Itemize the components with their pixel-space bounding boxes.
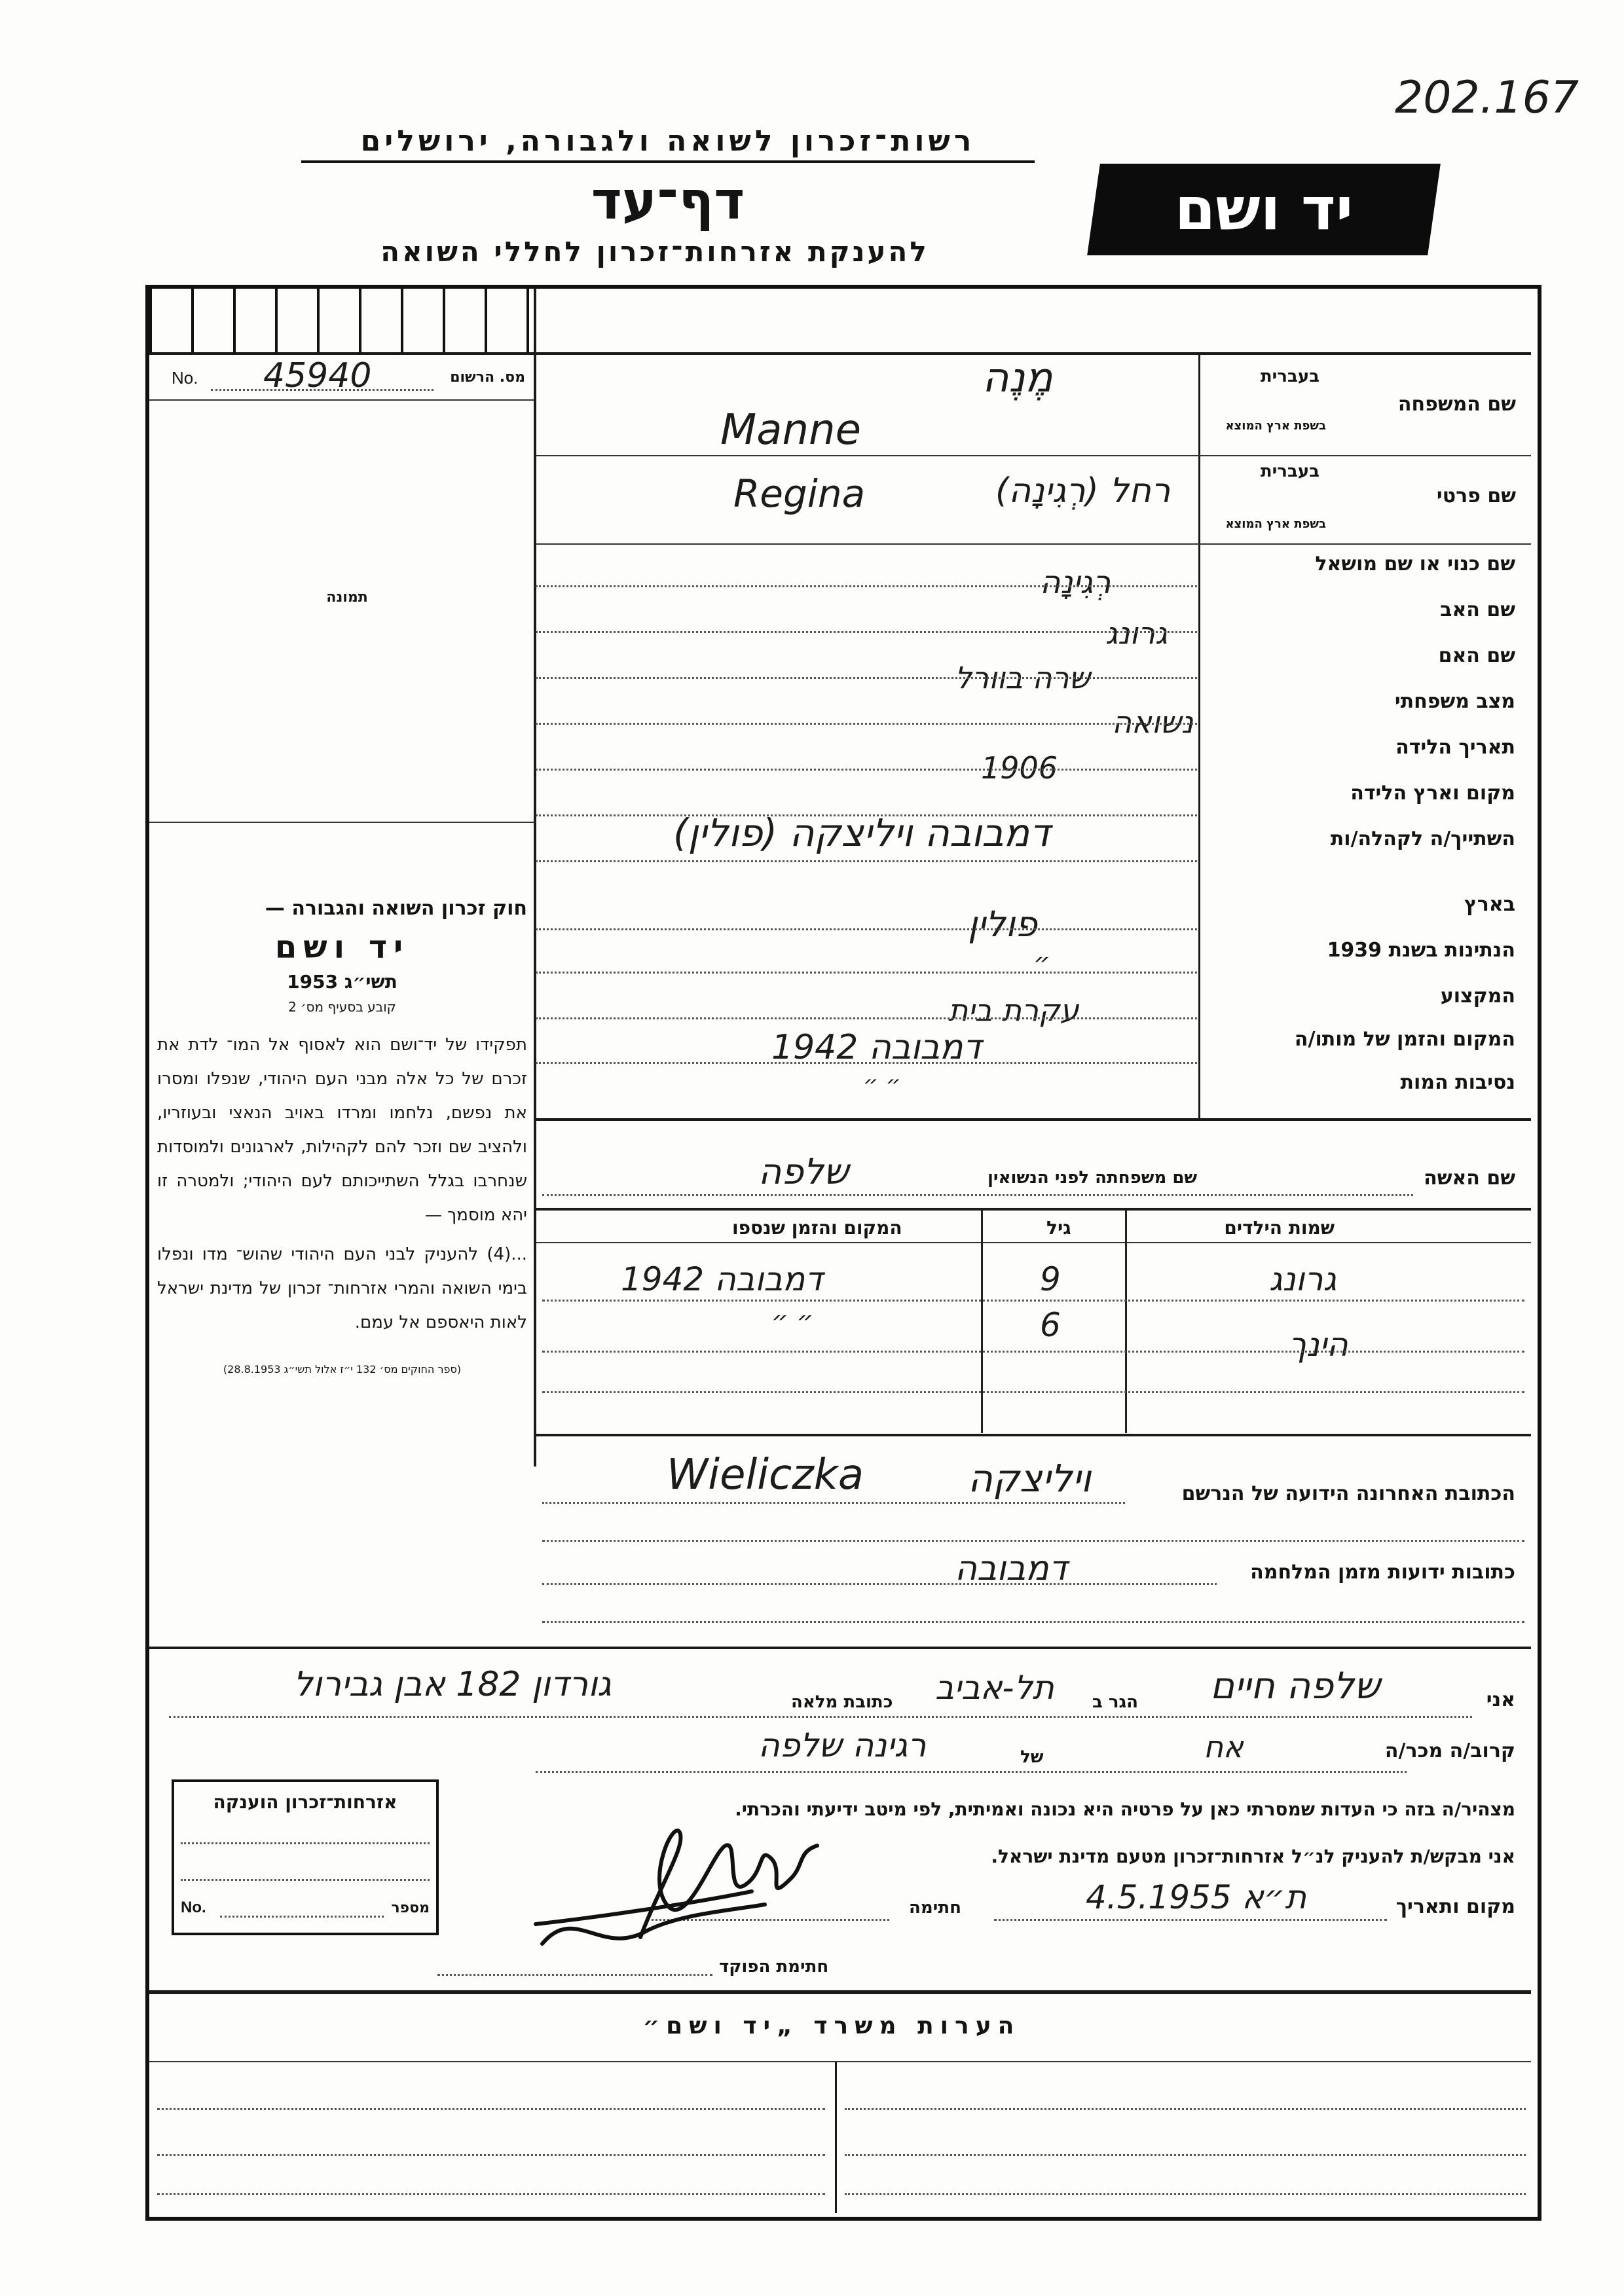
declarant-signature	[516, 1806, 883, 1977]
citizenship-granted-title: אזרחות־זכרון הוענקה	[213, 1791, 397, 1813]
last-address-hebrew: ויליצקה	[968, 1456, 1092, 1501]
family-name-label: שם המשפחה	[1397, 393, 1516, 416]
community-value: דמבובה ויליצקה (פולין)	[673, 811, 1050, 855]
death-circumstances-label: נסיבות המות	[1400, 1071, 1515, 1094]
form-title: דף־עד	[591, 170, 745, 231]
address-section	[536, 1436, 1531, 1633]
last-address-label: הכתובת האחרונה הידועה של הנרשם	[1181, 1482, 1515, 1505]
official-signature-label: חתימת הפוקד	[719, 1957, 829, 1977]
registration-number: 45940	[263, 356, 372, 395]
marital-status-label: מצב משפחתי	[1394, 690, 1515, 713]
child-2-place-time: ״ ״	[771, 1306, 814, 1336]
profession-value: עקרת בית	[948, 993, 1079, 1028]
remarks-title: הערות משרד „יד ושם״	[642, 2013, 1021, 2039]
relation-value: אח	[1204, 1729, 1244, 1764]
law-name: יד ושם	[274, 929, 410, 966]
yad-vashem-logo	[1087, 164, 1441, 255]
country-label: בארץ	[1464, 893, 1515, 916]
logo-text: יד ושם	[1174, 175, 1354, 244]
family-name-hebrew-sub: בעברית	[1260, 367, 1320, 386]
death-circumstances-value: ״ ״	[863, 1071, 901, 1098]
declaration-text: מצהיר/ה בזה כי העדות שמסרתי כאן על פרטיה היא נכונה ואמיתית, לפי מיטב ידיעתי והכרתי.	[735, 1798, 1515, 1820]
cert-no-hebrew-label: מספר	[391, 1900, 430, 1916]
citizenship-1939-label: הנתינות בשנת 1939	[1327, 939, 1515, 962]
birth-place-label: מקום וארץ הלידה	[1350, 782, 1515, 805]
declarant-name: שלפה חיים	[1210, 1665, 1380, 1707]
remarks-line	[157, 2193, 825, 2195]
relation-of-value: רגינה שלפה	[758, 1726, 927, 1764]
law-title: חוק זכרון השואה והגבורה —	[265, 897, 527, 920]
remarks-line	[845, 2108, 1526, 2110]
profession-label: המקצוע	[1440, 985, 1515, 1008]
first-name-latin: Regina	[733, 471, 866, 516]
no-label: No.	[172, 368, 198, 388]
cert-no-label: No.	[181, 1899, 206, 1916]
form-subtitle: להענקת אזרחות־זכרון לחללי השואה	[380, 236, 929, 268]
birth-date-value: 1906	[981, 750, 1058, 786]
of-label: של	[1020, 1747, 1044, 1767]
citizenship-1939-value: ״	[1033, 948, 1050, 978]
law-panel	[157, 897, 527, 1376]
law-clause: קובע בסעיף מס׳ 2	[288, 999, 396, 1015]
children-age-header: גיל	[1046, 1217, 1071, 1239]
father-value: גרונג	[1105, 615, 1168, 651]
child-1-age: 9	[1040, 1260, 1061, 1298]
personal-fields	[536, 543, 1531, 1120]
registration-number-row	[172, 356, 525, 395]
maiden-name-value: שלפה	[758, 1151, 849, 1192]
child-1-place-time: דמבובה 1942	[621, 1260, 823, 1298]
mother-value: שרה בוורל	[955, 660, 1090, 695]
war-address-value: דמבובה	[955, 1549, 1067, 1588]
marital-status-value: נשואה	[1112, 704, 1194, 740]
code-boxes	[149, 288, 536, 354]
children-names-header: שמות הילדים	[1224, 1217, 1335, 1239]
remarks-line	[845, 2154, 1526, 2156]
children-table	[536, 1211, 1531, 1433]
place-date-value: ת״א 4.5.1955	[1086, 1878, 1307, 1916]
resident-city: תל-אביב	[935, 1669, 1054, 1707]
relation-label: קרוב/ה מכר/ה	[1384, 1740, 1515, 1762]
nickname-value: רְגִינָה	[1040, 564, 1111, 601]
community-label: השתייך/ה לקהלה/ות	[1330, 828, 1515, 850]
request-text: אני מבקש/ת להעניק לנ״ל אזרחות־זכרון מטעם מדינת ישראל.	[991, 1846, 1515, 1867]
i-label: אני	[1486, 1688, 1515, 1711]
spouse-row	[536, 1121, 1531, 1206]
place-date-label: מקום ותאריך	[1395, 1895, 1515, 1918]
children-place-time-header: המקום והזמן שנספו	[732, 1217, 902, 1239]
remarks-line	[157, 2154, 825, 2156]
law-source: (ספר החוקים מס׳ 132 י״ז אלול תשי״ג 28.8.1953)	[223, 1363, 462, 1376]
country-value: פולין	[968, 903, 1037, 945]
registration-label: מס. הרשום	[450, 369, 525, 386]
remarks-line	[845, 2193, 1526, 2195]
photo-label: תמונה	[326, 589, 368, 606]
law-paragraph-2: ...(4) להעניק לבני העם היהודי שהוש־ מדו ונפלו בימי השואה והמרי אזרחות־ זכרון של מדינת ישראל לאות היאספם אל עמם.	[157, 1245, 527, 1332]
resident-label: הגר ב	[1092, 1692, 1139, 1712]
citizenship-granted-box	[172, 1779, 439, 1935]
birth-date-label: תאריך הלידה	[1395, 736, 1515, 759]
archive-number: 202.167	[1395, 72, 1579, 124]
nickname-label: שם כנוי או שם מושאל	[1315, 553, 1515, 575]
law-year: תשי״ג 1953	[287, 971, 397, 993]
signature-label: חתימה	[909, 1898, 961, 1918]
full-address-label: כתובת מלאה	[791, 1692, 893, 1712]
maiden-name-label: שם משפחתה לפני הנשואין	[987, 1168, 1198, 1188]
remarks-line	[157, 2108, 825, 2110]
death-place-time-label: המקום והזמן של מותו/ה	[1294, 1028, 1515, 1051]
child-2-name: הינך	[1289, 1326, 1348, 1364]
full-address-value: גורדון 182 אבן גבירול	[293, 1665, 612, 1704]
first-name-label: שם פרטי	[1436, 484, 1516, 507]
first-name-origin-sub: בשפת ארץ המוצא	[1225, 517, 1326, 531]
last-address-latin: Wieliczka	[667, 1451, 864, 1499]
father-label: שם האב	[1440, 598, 1515, 621]
family-name-hebrew: מֶנֶה	[982, 354, 1053, 401]
child-1-name: גרונג	[1269, 1260, 1337, 1298]
war-address-label: כתובות ידועות מזמן המלחמה	[1250, 1561, 1515, 1584]
family-name-origin-sub: בשפת ארץ המוצא	[1225, 419, 1326, 433]
wife-label: שם האשה	[1424, 1167, 1515, 1190]
law-paragraph-1: תפקידו של יד־ושם הוא לאסוף אל המו־ לדת את זכרם של כל אלה מבני העם היהודי, שנפלו ומסרו את נפשם, נלחמו ומרדו באויב הנאצי ובעוזריו, ולהציב שם וזכר להם לקהילות, לארגונים ולמוסדות שנחרבו בגלל השתייכותם לעם היהודי; ולמטרה זו יהא מוסמך —	[157, 1035, 527, 1225]
death-place-time-value: דמבובה 1942	[771, 1028, 982, 1067]
mother-label: שם האם	[1438, 644, 1515, 667]
institution-name: רשות־זכרון לשואה ולגבורה, ירושלים	[301, 124, 1035, 163]
first-name-hebrew-sub: בעברית	[1260, 462, 1320, 481]
family-name-latin: Manne	[720, 406, 861, 454]
child-2-age: 6	[1040, 1306, 1061, 1344]
first-name-hebrew: רחל (רְגִינָה)	[995, 471, 1171, 511]
